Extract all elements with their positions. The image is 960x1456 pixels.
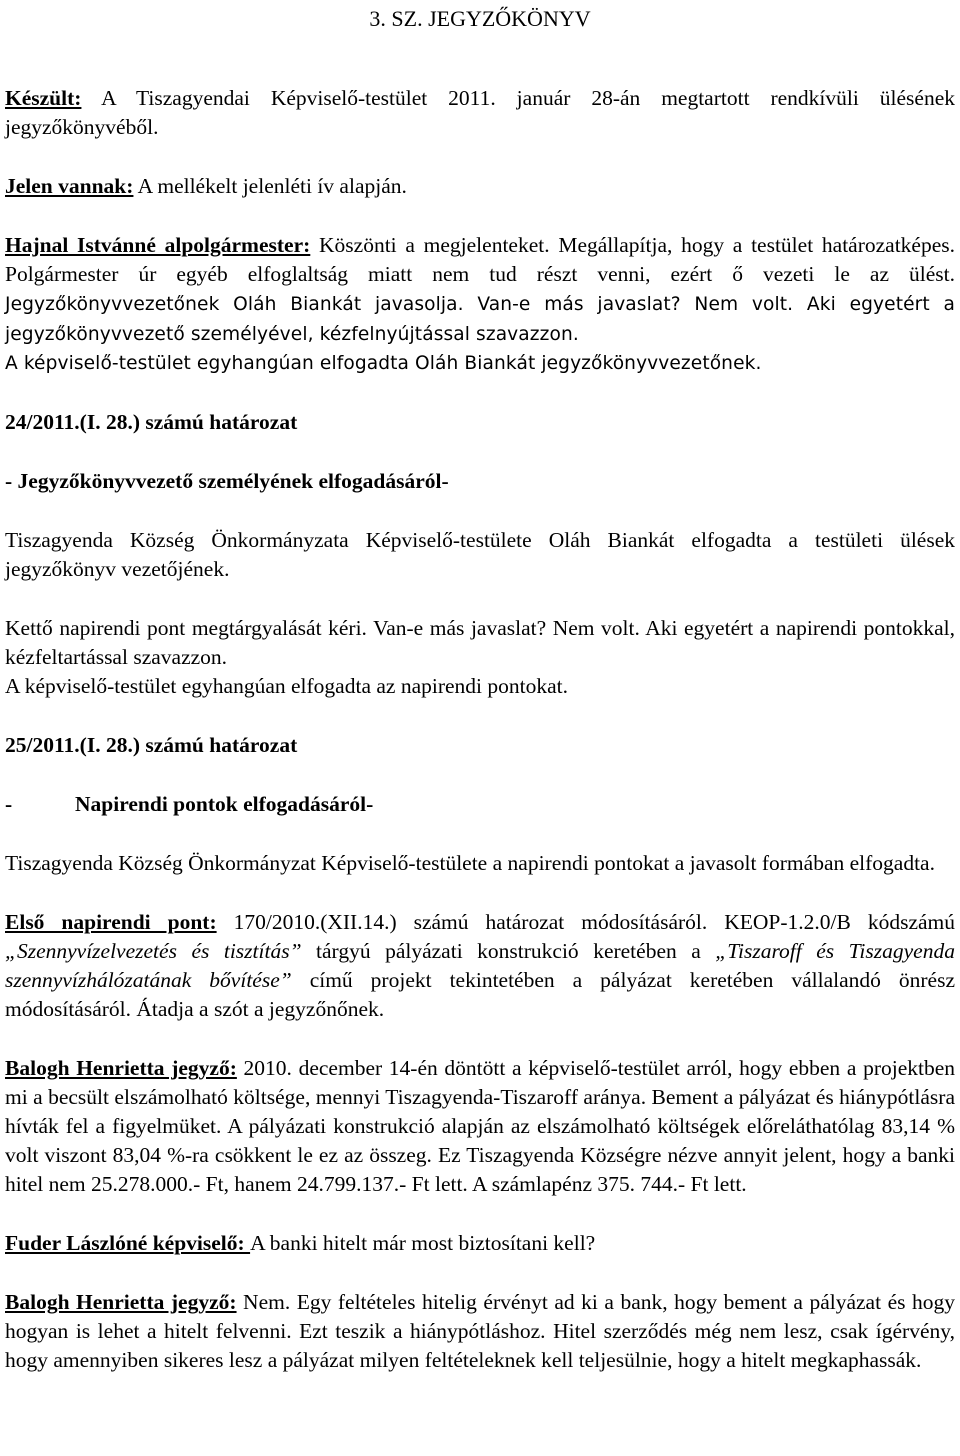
resolution-25-subject bbox=[5, 790, 955, 819]
resolution-25-subject-text: Napirendi pontok elfogadásáról- bbox=[75, 792, 374, 816]
text-elso-napirendi-italic1: „Szennyvízelvezetés és tisztítás” bbox=[5, 939, 302, 963]
paragraph-alpolgarmester bbox=[5, 231, 955, 349]
paragraph-fuder bbox=[5, 1229, 955, 1258]
document-page bbox=[5, 0, 955, 1375]
resolution-25-text: Tiszagyenda Község Önkormányzat Képviselő-testülete a napirendi pontokat a javasolt formában elfogadta. bbox=[5, 851, 935, 875]
label-balogh-1: Balogh Henrietta jegyző: bbox=[5, 1056, 237, 1080]
text-fuder: A banki hitelt már most biztosítani kell? bbox=[250, 1231, 596, 1255]
document-title: 3. SZ. JEGYZŐKÖNYV bbox=[369, 6, 591, 31]
resolution-25-number: 25/2011.(I. 28.) számú határozat bbox=[5, 733, 298, 757]
text-elso-napirendi-a: 170/2010.(XII.14.) számú határozat módosításáról. KEOP-1.2.0/B kódszámú bbox=[216, 910, 955, 934]
paragraph-balogh-1 bbox=[5, 1054, 955, 1199]
resolution-24-text: Tiszagyenda Község Önkormányzata Képviselő-testülete Oláh Biankát elfogadta a testületi ülések jegyzőkönyv vezetőjének. bbox=[5, 528, 955, 581]
label-elso-napirendi-pont: Első napirendi pont: bbox=[5, 910, 217, 934]
text-alpolgarmester: Köszönti a megjelenteket. Megállapítja, hogy a testület határozatképes. Polgármester úr egyéb elfoglaltság miatt nem tud részt venni, ezért ő vezeti le az ülést. bbox=[5, 233, 956, 286]
text-jelen-vannak: A mellékelt jelenléti ív alapján. bbox=[133, 174, 407, 198]
label-fuder: Fuder Lászlóné képviselő: bbox=[5, 1231, 251, 1255]
paragraph-balogh-2 bbox=[5, 1288, 955, 1375]
resolution-24-subject: - Jegyzőkönyvvezető személyének elfogadásáról- bbox=[5, 469, 449, 493]
resolution-24-number: 24/2011.(I. 28.) számú határozat bbox=[5, 410, 298, 434]
text-balogh-2: Nem. Egy feltételes hitelig érvényt ad ki a bank, hogy bement a pályázat és hogy hogyan is lehet a hitelt felvenni. Ezt teszik a hiánypótláshoz. Hitel szerződés még nem lesz, csak ígérvény, hogy amennyiben sikeres lesz a pályázat milyen feltételeknek kell teljesülnie, hogy a hitelt megkaphassák. bbox=[5, 1290, 955, 1372]
paragraph-jelen-vannak bbox=[5, 172, 955, 201]
label-alpolgarmester: Hajnal Istvánné alpolgármester: bbox=[5, 233, 311, 257]
text-jegyzokonyvvezeto-javaslat: Jegyzőkönyvvezetőnek Oláh Biankát javasolja. Van-e más javaslat? Nem volt. Aki egyetért a jegyzőkönyvvezető személyével, kézfelnyújtással szavazzon. bbox=[5, 294, 955, 345]
label-balogh-2: Balogh Henrietta jegyző: bbox=[5, 1290, 237, 1314]
text-keszult: A Tiszagyendai Képviselő-testület 2011. január 28-án megtartott rendkívüli ülésének jegyzőkönyvéből. bbox=[5, 86, 955, 139]
text-elso-napirendi-italic2: „Tiszaroff és Tiszagyenda szennyvízhálózatának bővítése” bbox=[5, 939, 955, 992]
text-balogh-1: 2010. december 14-én döntött a képviselő-testület arról, hogy ebben a projektben mi a becsült elszámolható költsége, mennyi Tiszagyenda-Tiszaroff aránya. Bement a pályázat és hiánypótlásra hívták fel a figyelmüket. A pályázati konstrukció alapján az elszámolható költségek előreláthatólag 83,14 % volt viszont 83,04 %-ra csökkent le ez az összeg. Ez Tiszagyenda Községre nézve annyit jelent, hogy a banki hitel nem 25.278.000.- Ft, hanem 24.799.137.- Ft lett. A számlapénz 375. 744.- Ft lett. bbox=[5, 1056, 956, 1196]
label-keszult: Készült: bbox=[5, 86, 82, 110]
text-elso-napirendi-b: tárgyú pályázati konstrukció keretében a bbox=[301, 939, 716, 963]
text-elso-napirendi-c: című projekt tekintetében a pályázat keretében vállalandó önrész módosításáról. Átadja a szót a jegyzőnőnek. bbox=[5, 968, 955, 1021]
text-elfogadta-napirend: A képviselő-testület egyhangúan elfogadta az napirendi pontokat. bbox=[5, 674, 568, 698]
label-jelen-vannak: Jelen vannak: bbox=[5, 174, 134, 198]
paragraph-napirendi-javaslat: Kettő napirendi pont megtárgyalását kéri. Van-e más javaslat? Nem volt. Aki egyetért a napirendi pontokkal, kézfeltartással szavazzon. bbox=[5, 616, 955, 669]
resolution-25-dash: - bbox=[5, 792, 13, 816]
paragraph-elso-napirendi-pont bbox=[5, 908, 955, 1024]
text-elfogadta-jegyzokonyvvezeto: A képviselő-testület egyhangúan elfogadta Oláh Biankát jegyzőkönyvvezetőnek. bbox=[5, 353, 762, 374]
paragraph-keszult bbox=[5, 84, 955, 142]
